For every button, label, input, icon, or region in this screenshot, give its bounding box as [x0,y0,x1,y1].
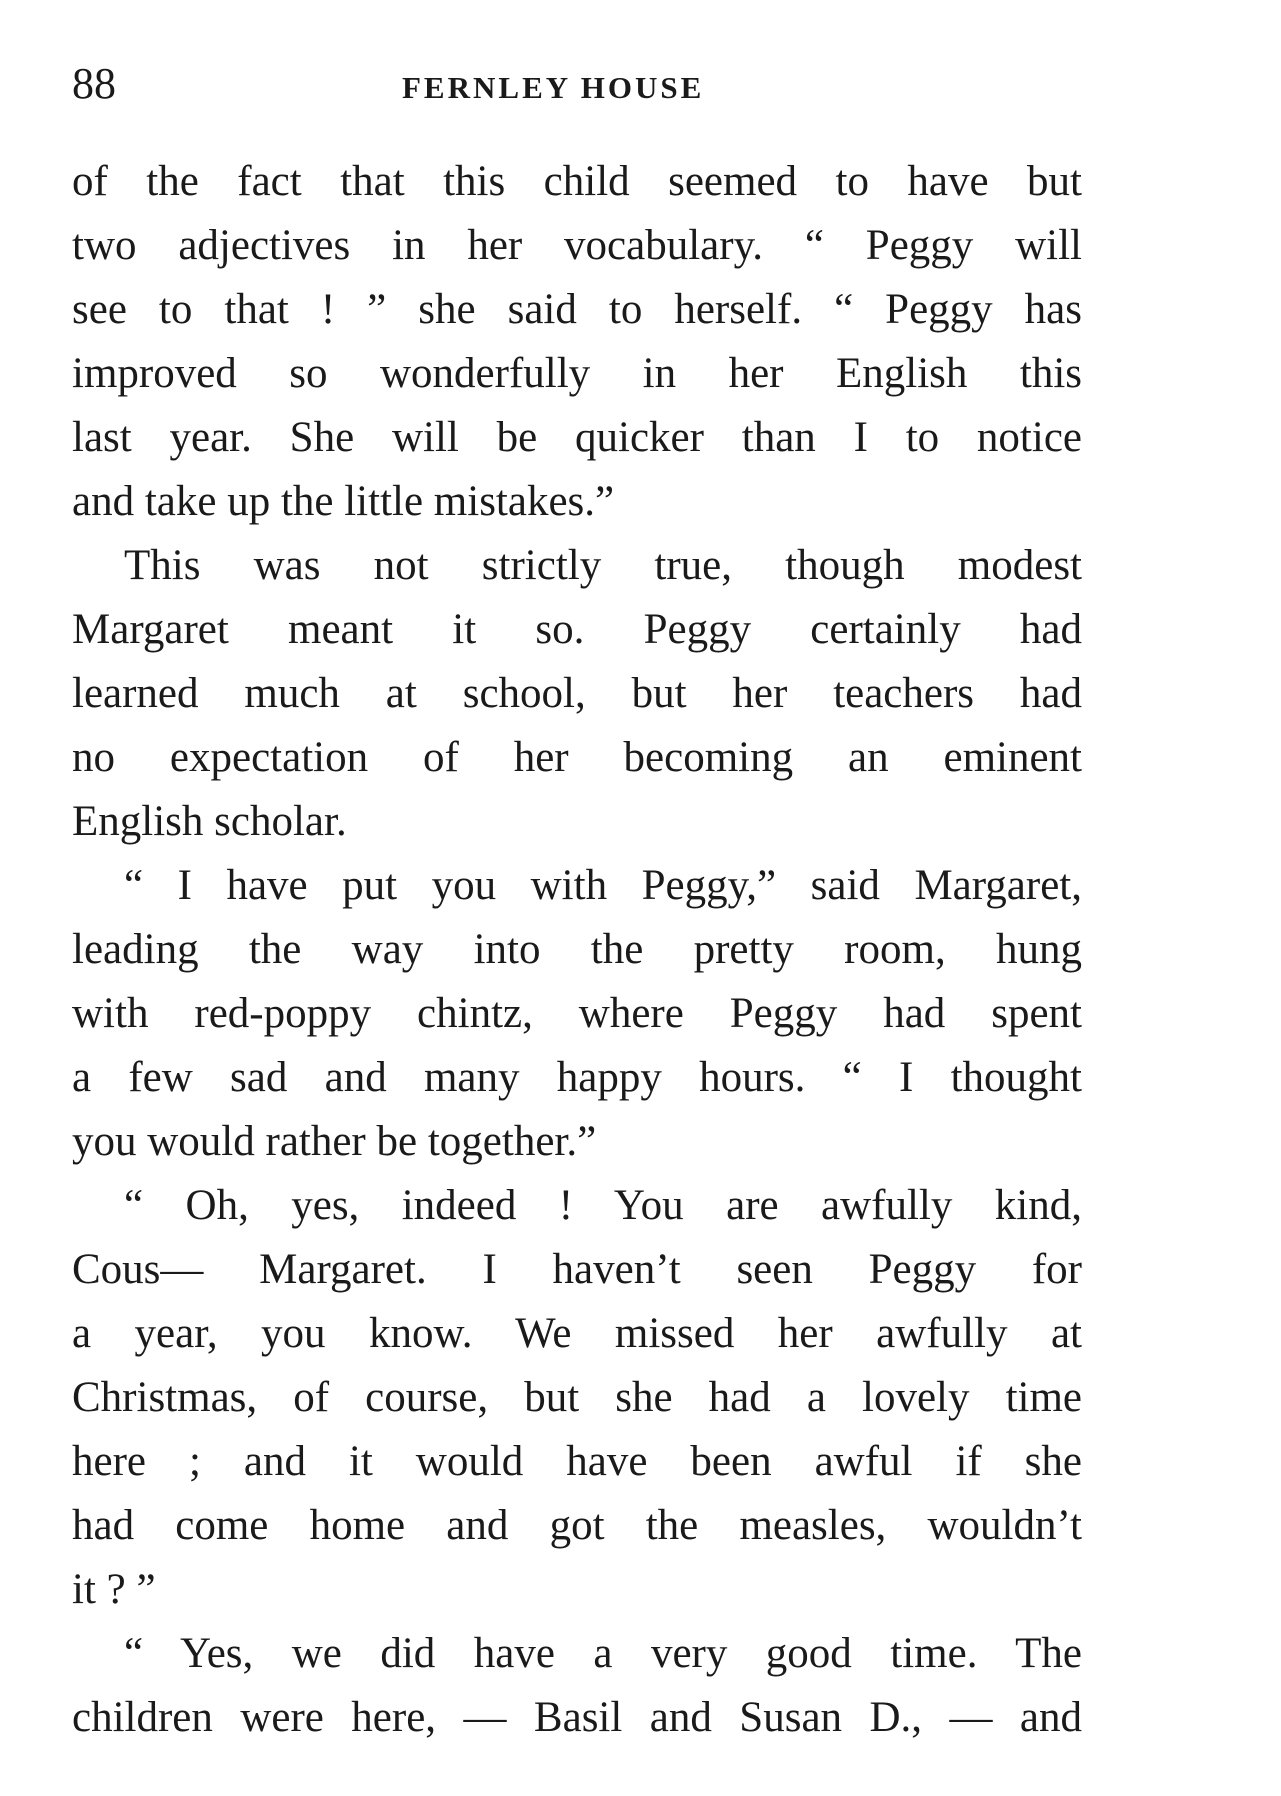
running-header [72,56,1092,116]
text-line: it ? ” [72,1566,156,1613]
text-line: a year, you know. We missed her awfully at [72,1310,1082,1357]
text-line: of the fact that this child seemed to have but [72,158,1082,205]
text-line: “ Oh, yes, indeed ! You are awfully kind, [124,1182,1082,1229]
text-line: Margaret meant it so. Peggy certainly had [72,606,1082,653]
text-line: children were here, — Basil and Susan D., — and [72,1694,1082,1741]
text-line: This was not strictly true, though modest [124,542,1082,589]
book-title: FERNLEY HOUSE [402,70,705,105]
page-number: 88 [72,59,116,108]
text-line: Christmas, of course, but she had a lovely time [72,1374,1082,1421]
text-line: “ I have put you with Peggy,” said Margaret, [124,862,1082,909]
text-line: leading the way into the pretty room, hung [72,926,1082,973]
text-line: no expectation of her becoming an eminent [72,734,1082,781]
body-text [72,150,1082,1750]
text-line: and take up the little mistakes.” [72,478,615,525]
text-line: Cous— Margaret. I haven’t seen Peggy for [72,1246,1082,1293]
text-line: “ Yes, we did have a very good time. The [124,1630,1082,1677]
text-line: a few sad and many happy hours. “ I thought [72,1054,1082,1101]
text-line: here ; and it would have been awful if she [72,1438,1082,1485]
text-line: learned much at school, but her teachers had [72,670,1082,717]
text-line: see to that ! ” she said to herself. “ Peggy has [72,286,1082,333]
text-line: you would rather be together.” [72,1118,597,1165]
text-line: with red-poppy chintz, where Peggy had spent [72,990,1082,1037]
text-line: improved so wonderfully in her English this [72,350,1082,397]
text-line: last year. She will be quicker than I to notice [72,414,1082,461]
text-line: had come home and got the measles, wouldn’t [72,1502,1082,1549]
text-line: English scholar. [72,798,347,845]
text-line: two adjectives in her vocabulary. “ Peggy will [72,222,1082,269]
